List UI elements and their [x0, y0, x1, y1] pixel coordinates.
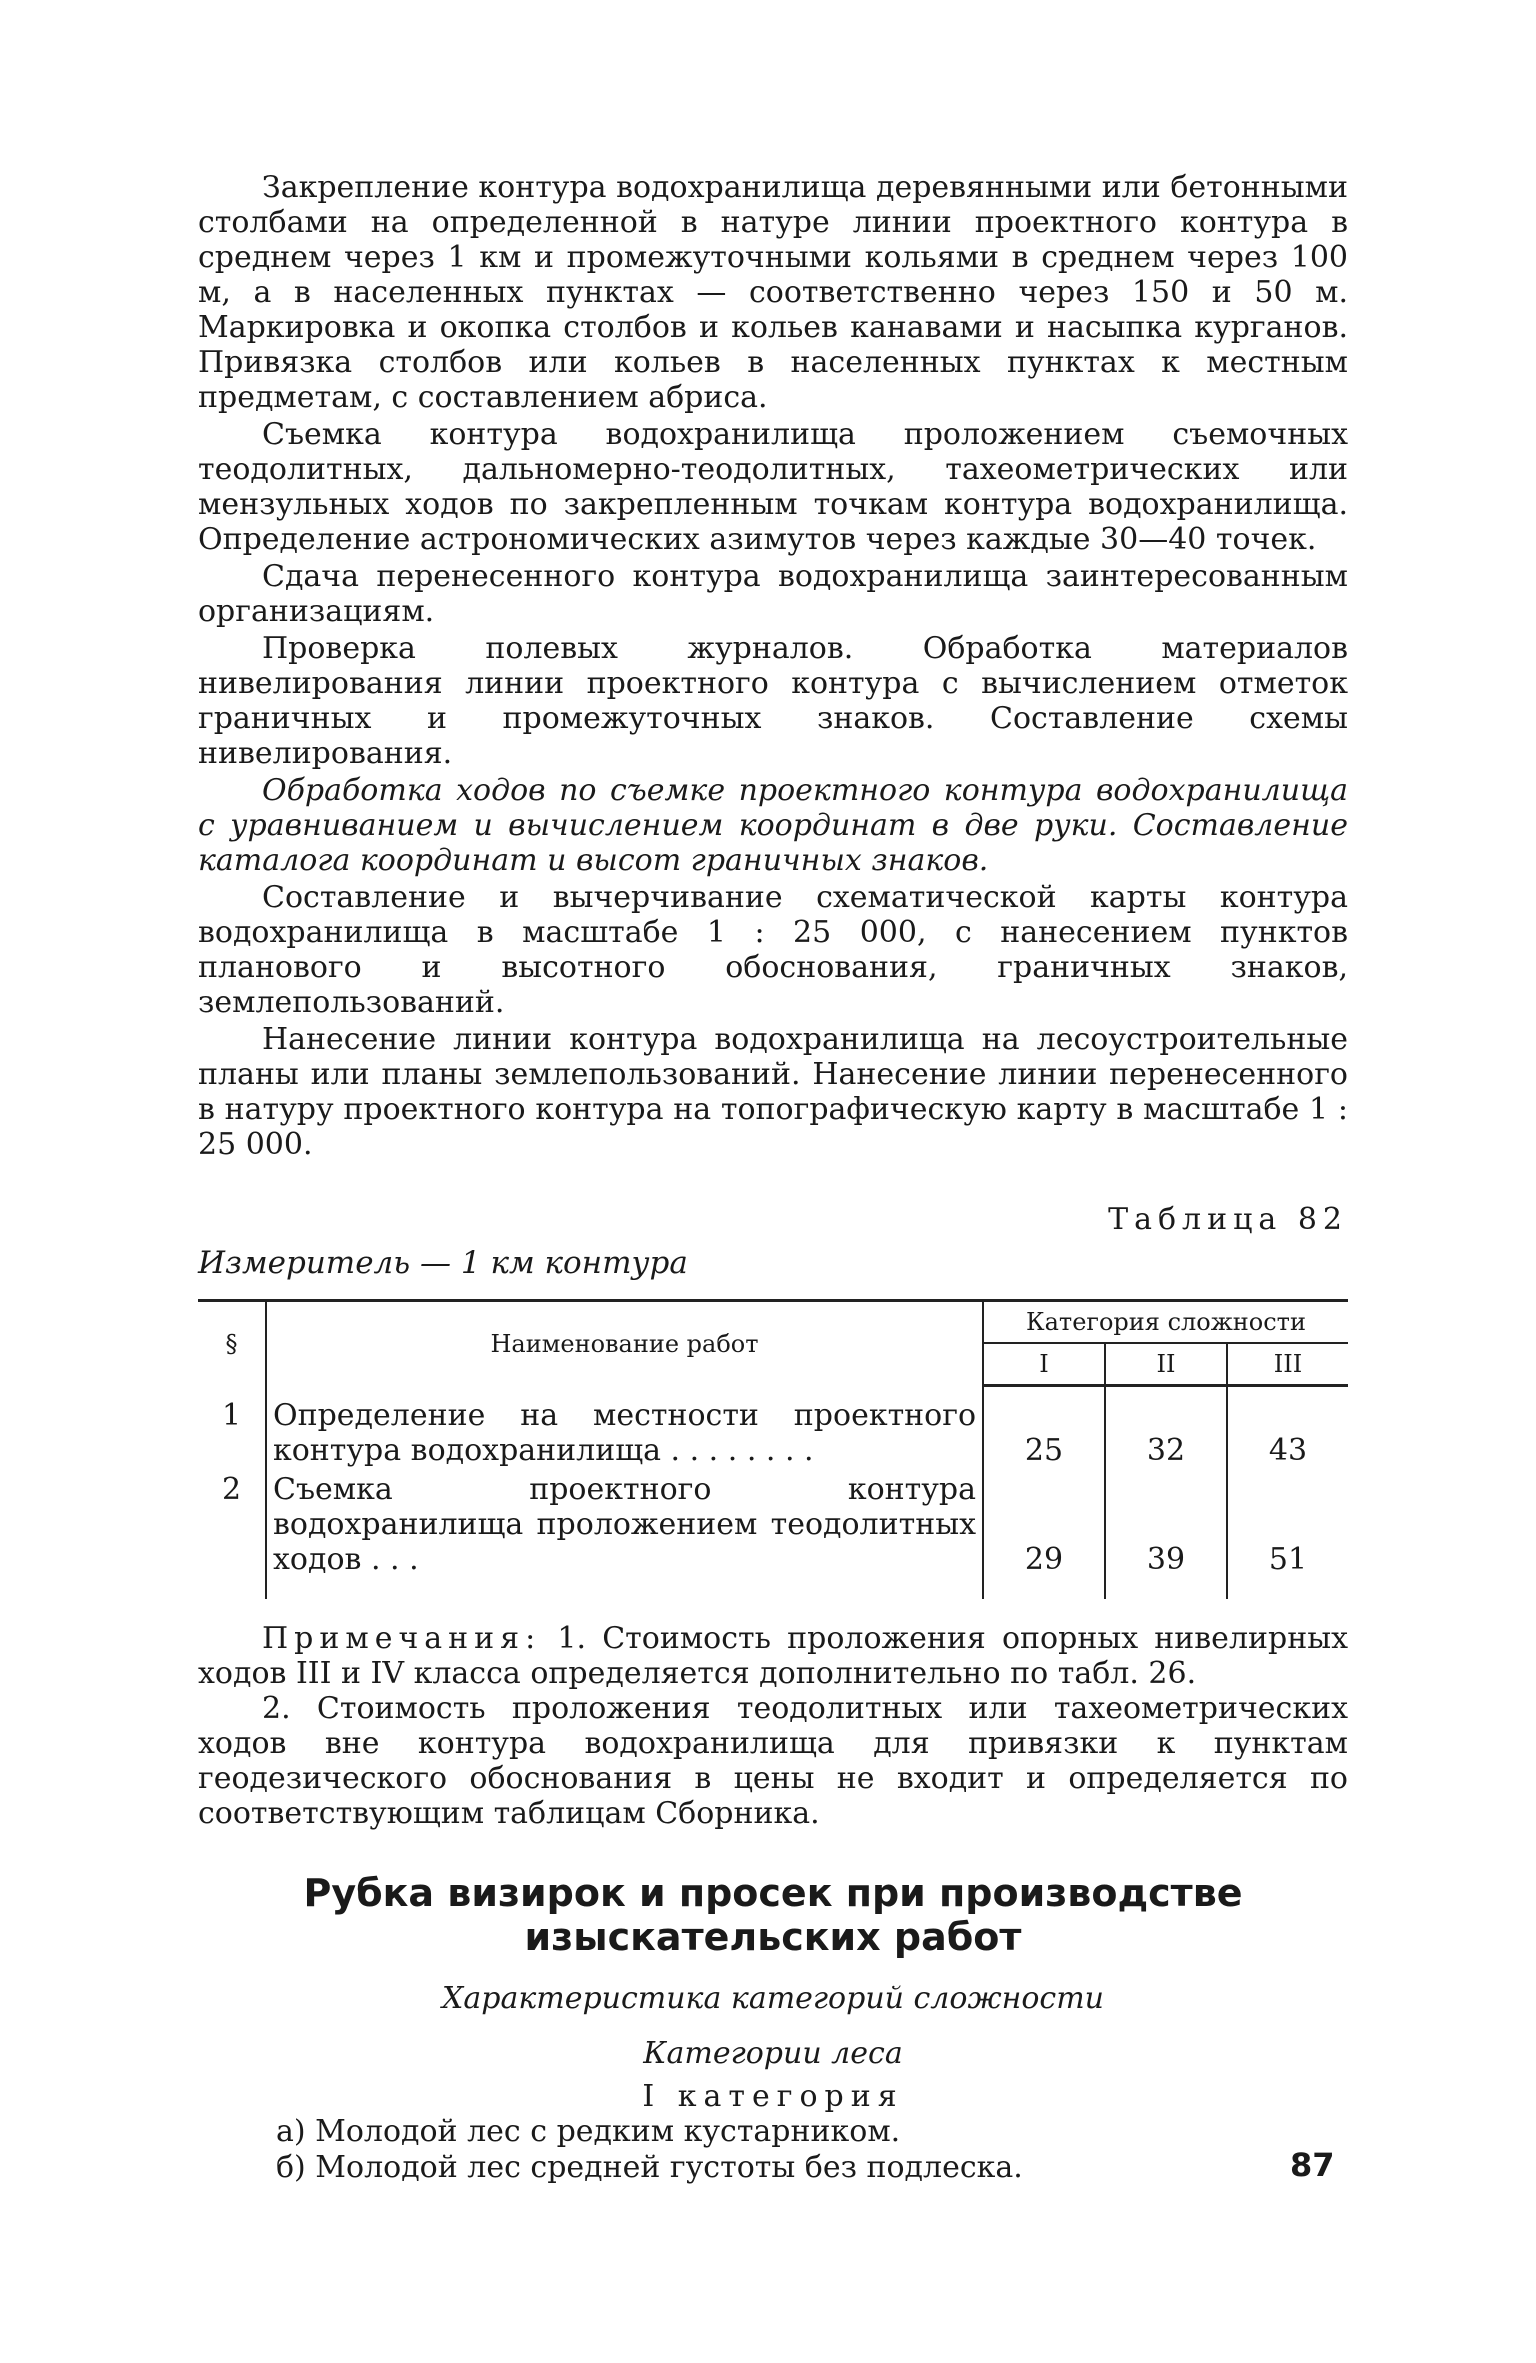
paragraph-2: Съемка контура водохранилища проложением съемочных теодолитных, дальномерно-теодолитных, тахеометрических или мензульных ходов по закрепленным точкам контура водохранилища. Определение астрономических азимутов через каждые 30—40 точек. [198, 417, 1348, 557]
header-cat-1: I [983, 1343, 1105, 1386]
paragraph-3: Сдача перенесенного контура водохранилища заинтересованным организациям. [198, 559, 1348, 629]
section-title-line-1: Рубка визирок и просек при производстве [303, 1870, 1243, 1915]
row-value-cat-3: 51 [1268, 1541, 1308, 1577]
header-cat-2: II [1105, 1343, 1227, 1386]
page-number: 87 [1290, 2146, 1335, 2184]
table-measure: Измеритель — 1 км контура [198, 1245, 688, 1281]
list-item: а) Молодой лес с редким кустарником. [276, 2113, 901, 2149]
paragraph-6: Составление и вычерчивание схематической карты контура водохранилища в масштабе 1 : 25 000, с нанесением пунктов планового и высотного обоснования, граничных знаков, землепользований. [198, 880, 1348, 1020]
notes [198, 1621, 1348, 1831]
header-name: Наименование работ [266, 1301, 983, 1386]
paragraph-5: Обработка ходов по съемке проектного контура водохранилища с уравниванием и вычислением координат в две руки. Составление каталога координат и высот граничных знаков. [198, 773, 1348, 878]
note-1: 1. Стоимость проложения опорных нивелирных ходов III и IV класса определяется дополнительно по табл. 26. [198, 1620, 1348, 1691]
section-subsubtitle: Категории леса [643, 2035, 903, 2071]
note-2: 2. Стоимость проложения теодолитных или тахеометрических ходов вне контура водохранилища для привязки к пунктам геодезического обоснования в цены не входит и определяется по соответствующим таблицам Сборника. [198, 1690, 1348, 1831]
row-name: Съемка проектного контура водохранилища проложением теодолитных ходов . . . [266, 1470, 983, 1599]
row-num: 2 [198, 1470, 266, 1599]
row-num: 1 [198, 1386, 266, 1470]
list-item: б) Молодой лес средней густоты без подлеска. [276, 2149, 1023, 2185]
header-num: § [198, 1301, 266, 1386]
header-category-group: Категория сложности [983, 1301, 1348, 1344]
header-cat-3: III [1227, 1343, 1348, 1386]
paragraph-7: Нанесение линии контура водохранилища на лесоустроительные планы или планы землепользований. Нанесение линии перенесенного в натуру проектного контура на топографическую карту в масштабе 1 : 25 000. [198, 1022, 1348, 1162]
section-title [198, 1871, 1348, 1959]
row-value-cat-2: 32 [1105, 1386, 1227, 1470]
section-subtitle: Характеристика категорий сложности [442, 1980, 1104, 2016]
paragraph-4: Проверка полевых журналов. Обработка материалов нивелирования линии проектного контура с вычислением отметок граничных и промежуточных знаков. Составление схемы нивелирования. [198, 631, 1348, 771]
notes-label: Примечания: [262, 1620, 542, 1656]
table-row [198, 1470, 1348, 1599]
row-name: Определение на местности проектного контура водохранилища . . . . . . . . [266, 1386, 983, 1470]
table-caption [198, 1202, 1348, 1237]
row-value-cat-3: 43 [1268, 1432, 1308, 1468]
row-value-cat-1: 29 [983, 1470, 1105, 1599]
row-value-cat-2: 39 [1105, 1470, 1227, 1599]
category-title: I категория [642, 2078, 904, 2114]
paragraph-1: Закрепление контура водохранилища деревянными или бетонными столбами на определенной в натуре линии проектного контура в среднем через 1 км и промежуточными кольями в среднем через 100 м, а в населенных пунктах — соответственно через 150 и 50 м. Маркировка и окопка столбов и кольев канавами и насыпка курганов. Привязка столбов или кольев в населенных пунктах к местным предметам, с составлением абриса. [198, 170, 1348, 415]
page-content [198, 170, 1348, 2186]
table-number: Таблица 82 [1108, 1202, 1348, 1237]
works-table [198, 1299, 1348, 1599]
table-row [198, 1386, 1348, 1470]
row-value-cat-1: 25 [983, 1386, 1105, 1470]
section-title-line-2: изыскательских работ [524, 1914, 1022, 1959]
